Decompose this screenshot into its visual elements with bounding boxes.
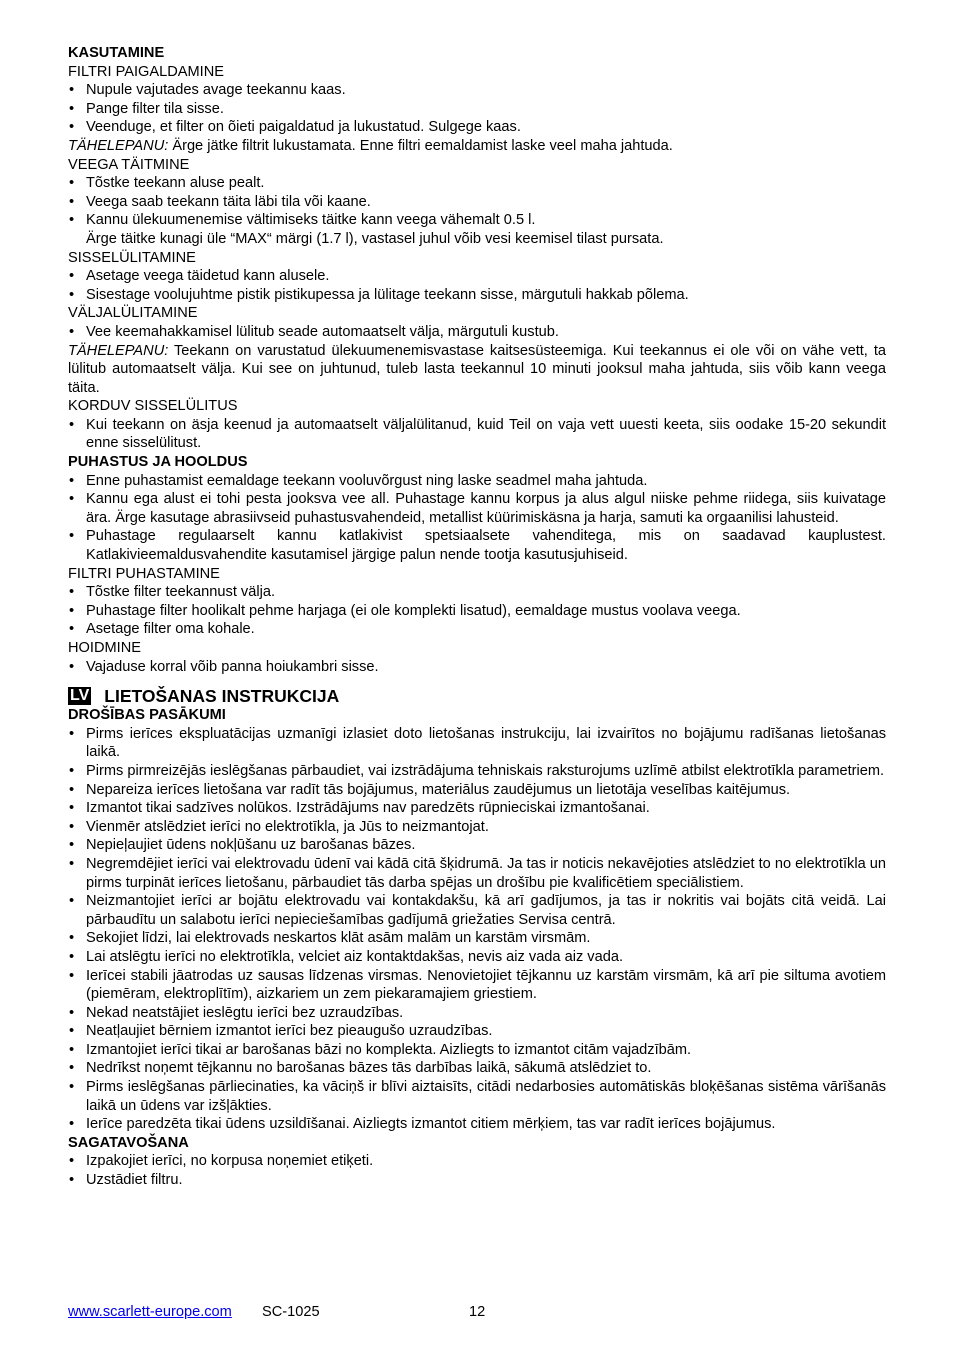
bullet-list [68, 267, 886, 304]
list-item: • Uzstādiet filtru. [68, 1171, 886, 1190]
note-label: TÄHELEPANU: [68, 342, 169, 359]
bullet-list [68, 725, 886, 1134]
list-item: • Pirms pirmreizējās ieslēgšanas pārbaudiet, vai izstrādājuma tehniskais raksturojums uzlīmē atbilst elektrotīkla parametriem. [68, 762, 886, 781]
model-number: SC-1025 [262, 1304, 320, 1320]
list-item: • Vajaduse korral võib panna hoiukambri sisse. [68, 658, 886, 677]
list-item: • Neatļaujiet bērniem izmantot ierīci bez pieaugušo uzraudzības. [68, 1022, 886, 1041]
list-item: • Pirms ierīces ekspluatācijas uzmanīgi izlasiet doto lietošanas instrukciju, lai izvairītos no bojājumu radīšanas lietošanas laikā. [68, 725, 886, 762]
list-item: • Neizmantojiet ierīci ar bojātu elektrovadu vai kontakdakšu, kā arī gadījumos, ja tas ir nokritis vai bojāts citā veidā. Lai pārbaudītu un salabotu ierīci nepieciešamības gadījumā griežaties Servisa centrā. [68, 892, 886, 929]
section-title-ee: KASUTAMINE [68, 45, 165, 61]
page-footer [68, 1303, 886, 1322]
list-item: • Nekad neatstājiet ieslēgtu ierīci bez uzraudzības. [68, 1004, 886, 1023]
page-number: 12 [469, 1304, 486, 1320]
subheading: FILTRI PUHASTAMINE [68, 565, 220, 582]
list-item: • Ierīcei stabili jāatrodas uz sausas līdzenas virsmas. Nenovietojiet tējkannu uz karstām virsmām, kā arī pie siltuma avotiem (piemēram, elektroplītīm), aizkariem un zem piekaramajiem griestiem. [68, 967, 886, 1004]
list-item: • Pange filter tila sisse. [68, 100, 886, 119]
list-item: • Tõstke teekann aluse pealt. [68, 174, 886, 193]
list-item: • Enne puhastamist eemaldage teekann vooluvõrgust ning laske seadmel maha jahtuda. [68, 472, 886, 491]
list-item: • Puhastage filter hoolikalt pehme harjaga (ei ole komplekti lisatud), eemaldage mustus voolava veega. [68, 602, 886, 621]
website-link[interactable]: www.scarlett-europe.com [68, 1304, 232, 1320]
list-item: • Kannu ülekuumenemise vältimiseks täitke kann veega vähemalt 0.5 l. Ärge täitke kunagi üle “MAX“ märgi (1.7 l), vastasel juhul võib vesi keemisel tilast pursata. [68, 211, 886, 248]
list-item: • Puhastage regulaarselt kannu katlakivist spetsiaalsete vahenditega, mis on saadavad kauplustest. Katlakivieemaldusvahendite kasutamisel järgige palun nende tootja kasutusjuhiseid. [68, 527, 886, 564]
section-title-lv [68, 686, 886, 706]
section-title-text: LIETOŠANAS INSTRUKCIJA [104, 686, 340, 707]
section-heading: PUHASTUS JA HOOLDUS [68, 454, 248, 471]
list-item: • Tõstke filter teekannust välja. [68, 583, 886, 602]
bullet-list [68, 583, 886, 639]
list-item: • Veenduge, et filter on õieti paigaldatud ja lukustatud. Sulgege kaas. [68, 118, 886, 137]
section-heading: SAGATAVOŠANA [68, 1134, 189, 1151]
list-item: • Sekojiet līdzi, lai elektrovads neskartos klāt asām malām un karstām virsmām. [68, 929, 886, 948]
note [68, 342, 886, 398]
note-text: Teekann on varustatud ülekuumenemisvastase kaitsesüsteemiga. Kui teekannus ei ole või on vähe vett, ta lülitub automaatselt välja. Kui see on juhtunud, tuleb lasta teekannul 10 minuti jooksul maha jahtuda, siis võib kann veega täita. [68, 342, 886, 396]
subheading: VEEGA TÄITMINE [68, 156, 190, 173]
list-item: • Kui teekann on äsja keenud ja automaatselt väljalülitanud, kuid Teil on vaja vett uuesti keeta, siis oodake 15-20 sekundit enne sisselülitust. [68, 416, 886, 453]
list-item: • Nupule vajutades avage teekannu kaas. [68, 81, 886, 100]
note-label: TÄHELEPANU: [68, 137, 169, 154]
bullet-list [68, 416, 886, 453]
subheading: HOIDMINE [68, 640, 141, 656]
list-item: • Izmantojiet ierīci tikai ar barošanas bāzi no komplekta. Aizliegts to izmantot citām vajadzībām. [68, 1041, 886, 1060]
list-item: • Nedrīkst noņemt tējkannu no barošanas bāzes tās darbības laikā, sākumā atslēdziet to. [68, 1059, 886, 1078]
list-item: • Kannu ega alust ei tohi pesta jooksva vee all. Puhastage kannu korpus ja alus algul niiske pehme riidega, siis kuivatage ära. Ärge kasutage abrasiivseid puhastusvahendeid, metallist küürimiskäsna ja harja, samuti ka orgaanilisi lahusteid. [68, 490, 886, 527]
list-item: • Vee keemahakkamisel lülitub seade automaatselt välja, märgutuli kustub. [68, 323, 886, 342]
list-item: • Veega saab teekann täita läbi tila või kaane. [68, 193, 886, 212]
list-item: • Asetage filter oma kohale. [68, 620, 886, 639]
note-text: Ärge jätke filtrit lukustamata. Enne filtri eemaldamist laske veel maha jahtuda. [168, 137, 673, 154]
bullet-list [68, 81, 886, 137]
list-item: • Pirms ieslēgšanas pārliecinaties, ka vāciņš ir blīvi aiztaisīts, citādi nedarbosies automātiskās bloķēšanas sistēma vārīšanās laikā un ūdens var izšļākties. [68, 1078, 886, 1115]
subheading: SISSELÜLITAMINE [68, 249, 196, 266]
subheading: VÄLJALÜLITAMINE [68, 305, 198, 322]
list-item: • Nepareiza ierīces lietošana var radīt tās bojājumus, materiālus zaudējumus un lietotāja veselības kaitējumus. [68, 781, 886, 800]
subheading: KORDUV SISSELÜLITUS [68, 398, 238, 415]
bullet-list [68, 174, 886, 248]
list-item: • Nepieļaujiet ūdens nokļūšanu uz barošanas bāzes. [68, 836, 886, 855]
subheading: FILTRI PAIGALDAMINE [68, 63, 224, 80]
section-heading: DROŠĪBAS PASĀKUMI [68, 707, 226, 724]
list-item: • Asetage veega täidetud kann alusele. [68, 267, 886, 286]
list-item: • Sisestage voolujuhtme pistik pistikupessa ja lülitage teekann sisse, märgutuli hakkab põlema. [68, 286, 886, 305]
bullet-list [68, 658, 886, 677]
list-item: • Vienmēr atslēdziet ierīci no elektrotīkla, ja Jūs to neizmantojat. [68, 818, 886, 837]
list-item: • Ierīce paredzēta tikai ūdens uzsildīšanai. Aizliegts izmantot citiem mērķiem, tas var radīt ierīces bojājumus. [68, 1115, 886, 1134]
list-item: • Lai atslēgtu ierīci no elektrotīkla, velciet aiz kontaktdakšas, nevis aiz vada aiz vada. [68, 948, 886, 967]
document-body [68, 44, 886, 1190]
language-badge: LV [70, 687, 90, 705]
list-item: • Izmantot tikai sadzīves nolūkos. Izstrādājums nav paredzēts rūpnieciskai izmantošanai. [68, 799, 886, 818]
bullet-list [68, 472, 886, 565]
list-item: • Negremdējiet ierīci vai elektrovadu ūdenī vai kādā citā šķidrumā. Ja tas ir noticis nekavējoties atslēdziet to no elektrotīkla un pirms turpināt ierīces lietošanu, pārbaudiet tās darba spējas un drošību pie kvalificētiem speciālistiem. [68, 855, 886, 892]
bullet-list [68, 323, 886, 342]
bullet-list [68, 1152, 886, 1189]
note [68, 137, 886, 156]
list-item: • Izpakojiet ierīci, no korpusa noņemiet etiķeti. [68, 1152, 886, 1171]
